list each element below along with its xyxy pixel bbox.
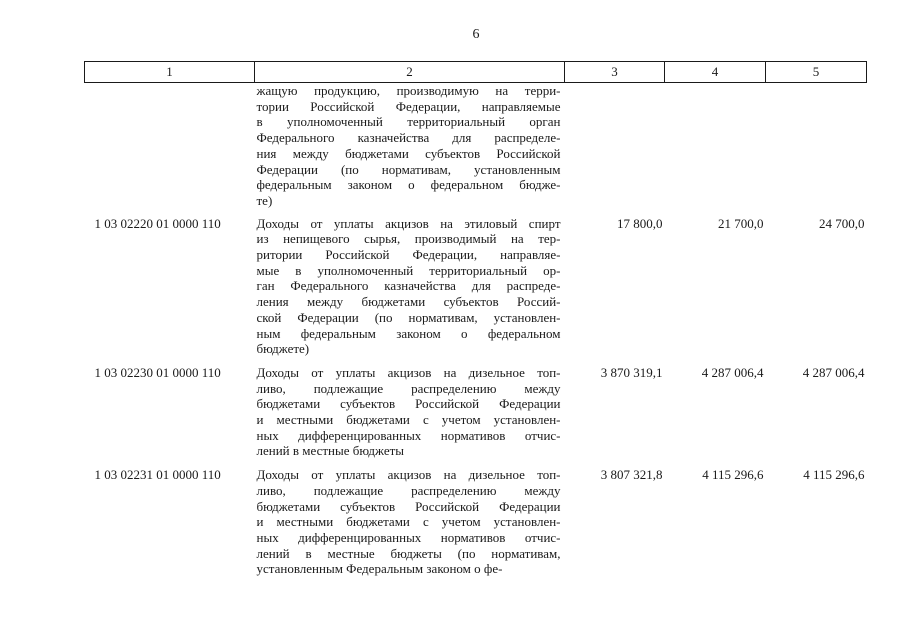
- column-header-5: 5: [766, 62, 867, 83]
- description-line: ния между бюджетами субъектов Российской: [256, 145, 561, 161]
- description-line: ливо, подлежащие распределению между: [256, 380, 561, 396]
- description-line: и местными бюджетами с учетом установлен-: [256, 412, 561, 428]
- budget-revenue-table: [84, 61, 867, 585]
- revenue-name-cell: [255, 365, 565, 467]
- table-row: [85, 83, 867, 216]
- revenue-description: [257, 365, 561, 459]
- amount-col4-cell: 4 115 296,6: [702, 467, 764, 483]
- amount-col4-cell: 21 700,0: [718, 215, 764, 231]
- amount-col4-cell: [665, 83, 766, 216]
- column-header-1: 1: [85, 62, 255, 83]
- description-line: ных дифференцированных нормативов отчис-: [256, 427, 561, 443]
- revenue-name-cell: [255, 216, 565, 365]
- column-header-3: 3: [565, 62, 665, 83]
- description-line: лений в местные бюджеты: [256, 443, 405, 459]
- table-row: [85, 216, 867, 365]
- description-line: и местными бюджетами с учетом установлен-: [256, 514, 561, 530]
- description-line: тории Российской Федерации, направляемые: [256, 98, 561, 114]
- description-line: федеральным законом о федеральном бюдже-: [256, 177, 561, 193]
- description-line: бюджете): [256, 341, 310, 357]
- column-number-row: [85, 62, 867, 83]
- amount-col3-cell: 17 800,0: [617, 215, 663, 231]
- amount-col3-cell: 3 807 321,8: [600, 467, 663, 483]
- description-line: Доходы от уплаты акцизов на дизельное топ-: [256, 467, 561, 483]
- revenue-description: [257, 216, 561, 357]
- revenue-name-cell: [255, 467, 565, 585]
- description-line: в уполномоченный территориальный орган: [256, 114, 561, 130]
- description-line: Доходы от уплаты акцизов на этиловый спирт: [256, 215, 561, 231]
- amount-col3-cell: [565, 83, 665, 216]
- description-line: Федерации (по нормативам, установленным: [256, 161, 561, 177]
- description-line: жащую продукцию, производимую на терри-: [256, 83, 561, 98]
- column-header-2: 2: [255, 62, 565, 83]
- budget-code-cell: [85, 83, 255, 216]
- description-line: ления между бюджетами субъектов Россий-: [256, 294, 561, 310]
- column-header-4: 4: [665, 62, 766, 83]
- description-line: мые в уполномоченный территориальный ор-: [256, 262, 561, 278]
- page-number: 6: [472, 27, 480, 42]
- description-line: ритории Российской Федерации, направляе-: [256, 247, 561, 263]
- description-line: установленным Федеральным законом о фе-: [256, 561, 503, 577]
- amount-col5-cell: 24 700,0: [819, 215, 865, 231]
- description-line: бюджетами субъектов Российской Федерации: [256, 396, 561, 412]
- revenue-description: [257, 467, 561, 577]
- table-row: [85, 365, 867, 467]
- table-row: [85, 467, 867, 585]
- amount-col3-cell: 3 870 319,1: [600, 364, 663, 380]
- description-line: Федерального казначейства для распределе-: [256, 130, 561, 146]
- description-line: бюджетами субъектов Российской Федерации: [256, 498, 561, 514]
- budget-code-cell: 1 03 02220 01 0000 110: [94, 215, 221, 231]
- description-line: те): [256, 192, 273, 208]
- amount-col5-cell: [766, 83, 867, 216]
- amount-col5-cell: 4 287 006,4: [802, 364, 865, 380]
- description-line: ных дифференцированных нормативов отчис-: [256, 529, 561, 545]
- budget-code-cell: 1 03 02231 01 0000 110: [94, 467, 221, 483]
- description-line: ган Федерального казначейства для распреде-: [256, 278, 561, 294]
- revenue-name-cell: [255, 83, 565, 216]
- description-line: лений в местные бюджеты (по нормативам,: [256, 545, 561, 561]
- amount-col5-cell: 4 115 296,6: [803, 467, 865, 483]
- revenue-description: [257, 83, 561, 209]
- amount-col4-cell: 4 287 006,4: [701, 364, 764, 380]
- description-line: из непищевого сырья, производимый на тер-: [256, 231, 561, 247]
- description-line: ской Федерации (по нормативам, установлен-: [256, 309, 561, 325]
- description-line: ным федеральным законом о федеральном: [256, 325, 561, 341]
- description-line: ливо, подлежащие распределению между: [256, 482, 561, 498]
- budget-code-cell: 1 03 02230 01 0000 110: [94, 364, 221, 380]
- description-line: Доходы от уплаты акцизов на дизельное топ-: [256, 364, 561, 380]
